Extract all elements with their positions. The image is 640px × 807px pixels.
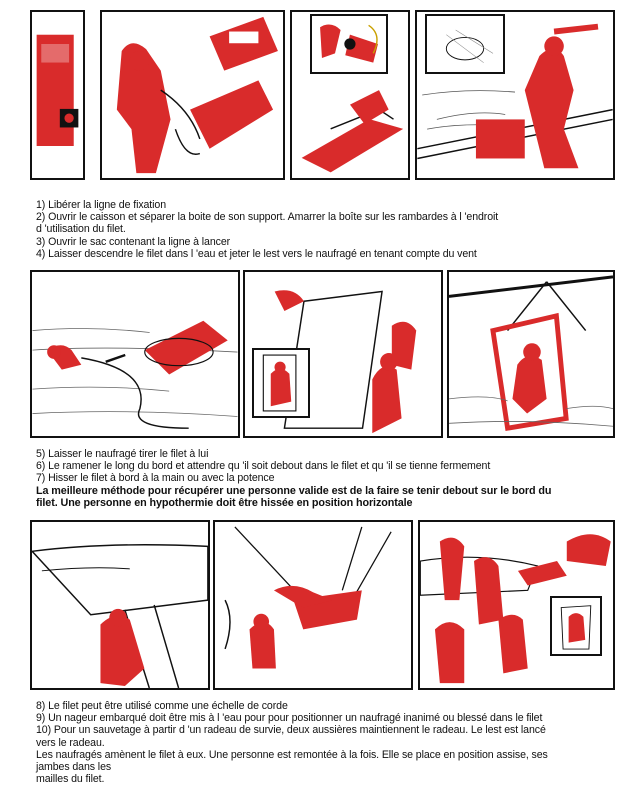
step-2-text: 2) Ouvrir le caisson et séparer la boite de son support. Amarrer la boîte sur les rambardes à l 'endroit	[36, 211, 499, 224]
step-10-text-cont-2: Les naufragés amènent le filet à eux. Une personne est remontée à la fois. Elle se place en position assise, ses	[36, 748, 548, 761]
illustration-step-5	[30, 270, 240, 438]
step-6-text: 6) Le ramener le long du bord et attendre qu 'il soit debout dans le filet et qu 'il se tienne fermement	[36, 460, 491, 473]
step-2-text-cont: d 'utilisation du filet.	[36, 223, 126, 236]
illustration-step-3-inset	[310, 14, 388, 74]
illustration-step-7	[447, 270, 615, 438]
instructions-block-2	[36, 448, 616, 509]
illustration-step-1	[30, 10, 85, 180]
illustration-step-4-inset	[425, 14, 505, 74]
step-10-text-cont-3: jambes dans les	[36, 761, 112, 774]
step-4-text: 4) Laisser descendre le filet dans l 'eau et jeter le lest vers le naufragé en tenant compte du vent	[36, 247, 477, 260]
step-10-text: 10) Pour un sauvetage à partir d 'un radeau de survie, deux aussières maintiennent le radeau. Le lest est lancé	[36, 724, 546, 737]
step-10-text-cont-4: mailles du filet.	[36, 773, 105, 786]
step-10-text-cont: vers le radeau.	[36, 736, 105, 749]
illustration-step-6-inset	[252, 348, 310, 418]
illustration-step-9	[213, 520, 413, 690]
best-method-note: La meilleure méthode pour récupérer une personne valide est de la faire se tenir debout sur le bord du	[36, 484, 552, 497]
step-8-text: 8) Le filet peut être utilisé comme une échelle de corde	[36, 700, 288, 712]
instructions-block-3	[36, 700, 616, 785]
illustration-step-10-inset	[550, 596, 602, 656]
step-9-text: 9) Un nageur embarqué doit être mis à l 'eau pour pour positionner un naufragé inanimé ou blessé dans le filet	[36, 712, 543, 725]
step-1-text: 1) Libérer la ligne de fixation	[36, 199, 166, 211]
instructions-block-1	[36, 199, 616, 260]
best-method-note-cont: filet. Une personne en hypothermie doit être hissée en position horizontale	[36, 496, 413, 509]
step-5-text: 5) Laisser le naufragé tirer le filet à lui	[36, 448, 209, 460]
step-7-text: 7) Hisser le filet à bord à la main ou avec la potence	[36, 472, 275, 485]
illustration-step-8	[30, 520, 210, 690]
illustration-step-2	[100, 10, 285, 180]
step-3-text: 3) Ouvrir le sac contenant la ligne à lancer	[36, 235, 231, 248]
